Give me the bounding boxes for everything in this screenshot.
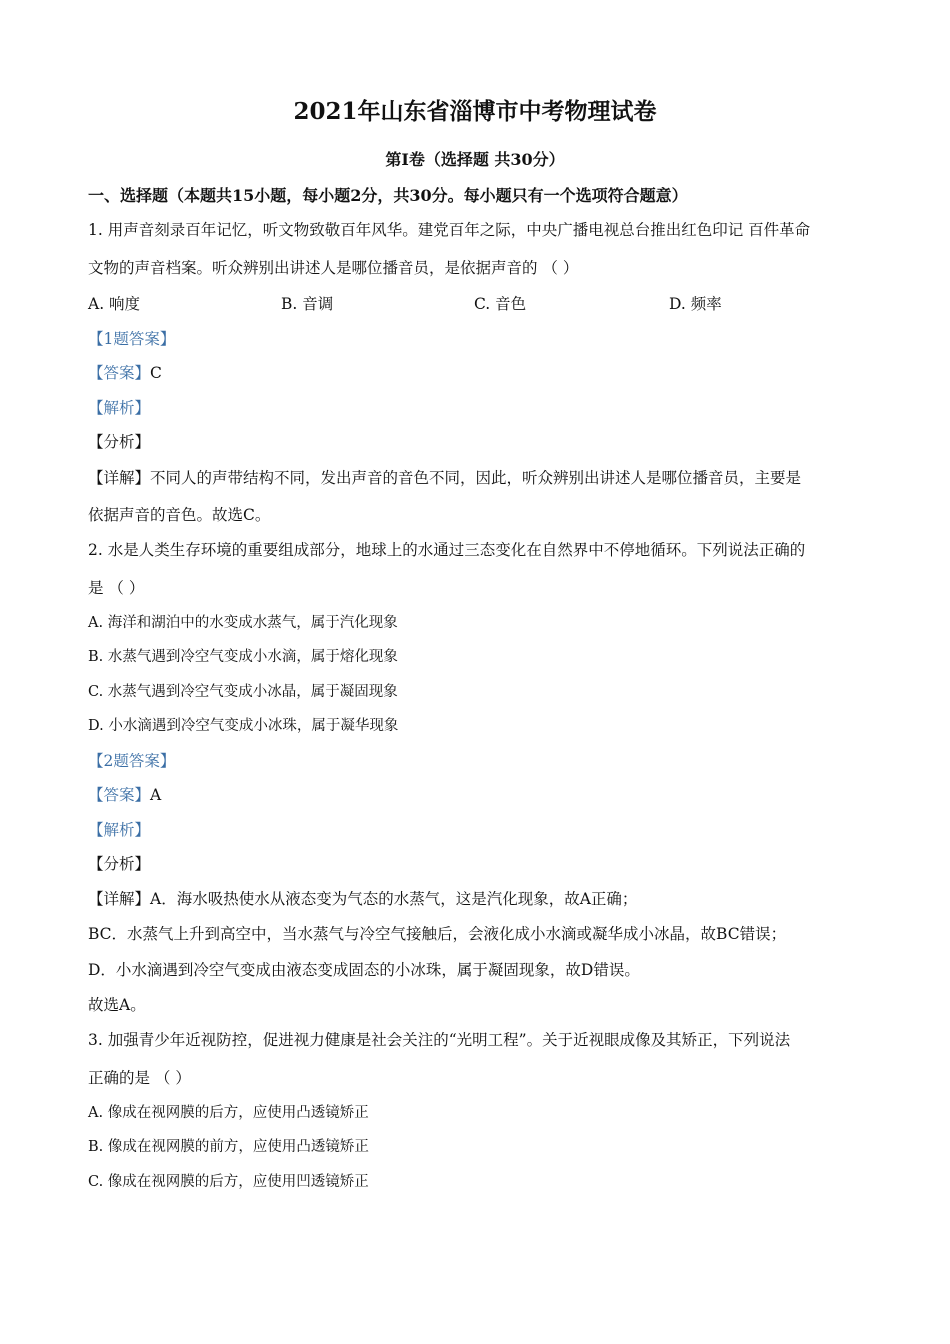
q2-detail-line3: D．小水滴遇到冷空气变成由液态变成固态的小冰珠，属于凝固现象，故D错误。 — [88, 961, 640, 979]
q1-option-a: A. 响度 — [88, 295, 141, 313]
q2-option-c: C. 水蒸气遇到冷空气变成小冰晶，属于凝固现象 — [88, 684, 398, 700]
q2-answer-label: 【答案】 — [88, 786, 151, 804]
q2-fenxi-label: 【分析】 — [88, 855, 151, 873]
volume-subtitle: 第I卷（选择题 共30分） — [385, 150, 565, 169]
q1-option-b: B. 音调 — [281, 295, 334, 313]
q2-jiexi-label: 【解析】 — [88, 821, 151, 839]
q1-answer-header: 【1题答案】 — [88, 330, 176, 348]
q3-stem-line2: 正确的是 （ ） — [88, 1069, 191, 1087]
q1-option-d: D. 频率 — [669, 295, 722, 313]
q1-jiexi-label: 【解析】 — [88, 399, 151, 417]
q1-stem-line1: 1. 用声音刻录百年记忆，听文物致敬百年风华。建党百年之际，中央广播电视总台推出红色印记 百件革命 — [88, 221, 811, 239]
q2-option-b: B. 水蒸气遇到冷空气变成小水滴，属于熔化现象 — [88, 649, 398, 665]
q2-conclusion: 故选A。 — [88, 996, 146, 1014]
q3-stem-line1: 3. 加强青少年近视防控，促进视力健康是社会关注的“光明工程”。关于近视眼成像及其矫正，下列说法 — [88, 1031, 791, 1049]
q2-option-d: D. 小水滴遇到冷空气变成小冰珠，属于凝华现象 — [88, 718, 399, 734]
q2-answer-value: A — [150, 786, 162, 804]
q1-answer — [88, 363, 162, 383]
q1-answer-label: 【答案】 — [88, 364, 151, 382]
q2-option-a: A. 海洋和湖泊中的水变成水蒸气，属于汽化现象 — [88, 615, 398, 631]
q2-answer-header: 【2题答案】 — [88, 752, 176, 770]
q1-fenxi-label: 【分析】 — [88, 433, 151, 451]
q1-answer-value: C — [150, 364, 162, 382]
section-heading: 一、选择题（本题共15小题，每小题2分，共30分。每小题只有一个选项符合题意） — [88, 186, 688, 205]
q3-option-c: C. 像成在视网膜的后方，应使用凹透镜矫正 — [88, 1174, 369, 1190]
q2-stem-line2: 是 （ ） — [88, 579, 145, 597]
q2-detail-line2: BC．水蒸气上升到高空中，当水蒸气与冷空气接触后，会液化成小水滴或凝华成小冰晶，故BC错误； — [88, 925, 787, 943]
q2-answer — [88, 785, 161, 805]
q2-detail-line1: 【详解】A．海水吸热使水从液态变为气态的水蒸气，这是汽化现象，故A正确； — [88, 890, 638, 908]
q3-option-a: A. 像成在视网膜的后方，应使用凸透镜矫正 — [88, 1105, 369, 1121]
q1-stem-line2: 文物的声音档案。听众辨别出讲述人是哪位播音员，是依据声音的 （ ） — [88, 259, 579, 277]
q1-option-c: C. 音色 — [474, 295, 527, 313]
q2-stem-line1: 2. 水是人类生存环境的重要组成部分，地球上的水通过三态变化在自然界中不停地循环。下列说法正确的 — [88, 541, 806, 559]
q3-option-b: B. 像成在视网膜的前方，应使用凸透镜矫正 — [88, 1139, 369, 1155]
q1-detail-line1: 【详解】不同人的声带结构不同，发出声音的音色不同，因此，听众辨别出讲述人是哪位播音员，主要是 — [88, 469, 802, 487]
page-title: 2021年山东省淄博市中考物理试卷 — [293, 98, 657, 125]
q1-detail-line2: 依据声音的音色。故选C。 — [88, 506, 271, 524]
